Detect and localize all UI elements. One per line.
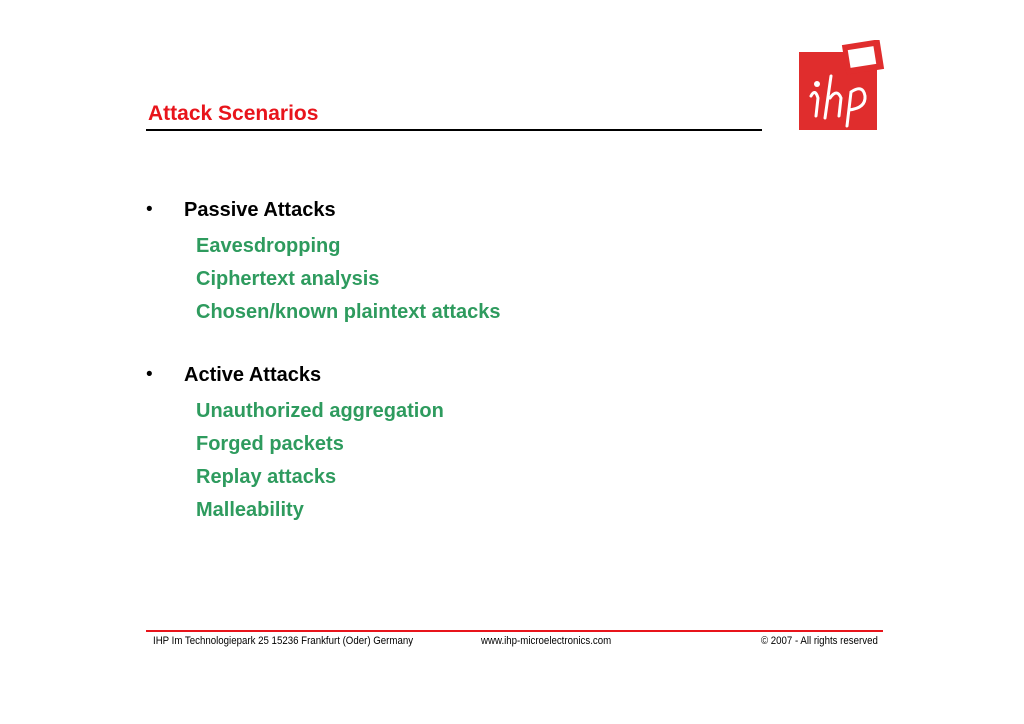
sub-item: Forged packets bbox=[196, 433, 344, 455]
section-passive-attacks bbox=[146, 197, 501, 329]
ihp-logo bbox=[797, 40, 885, 132]
bullet-row bbox=[146, 362, 501, 395]
section-heading: Active Attacks bbox=[184, 364, 322, 386]
section-active-attacks bbox=[146, 362, 501, 527]
footer-copyright: © 2007 - All rights reserved bbox=[761, 635, 878, 647]
footer-url[interactable]: www.ihp-microelectronics.com bbox=[481, 635, 612, 647]
bullet-icon: • bbox=[146, 199, 153, 220]
title-underline bbox=[146, 129, 762, 131]
sub-item: Ciphertext analysis bbox=[196, 268, 380, 290]
bullet-row bbox=[146, 197, 501, 230]
sub-item: Eavesdropping bbox=[196, 235, 341, 257]
footer-divider bbox=[146, 630, 883, 632]
section-heading: Passive Attacks bbox=[184, 199, 336, 221]
sub-item: Unauthorized aggregation bbox=[196, 400, 444, 422]
sub-item: Chosen/known plaintext attacks bbox=[196, 301, 501, 323]
footer-address: IHP Im Technologiepark 25 15236 Frankfurt (Oder) Germany bbox=[153, 635, 414, 647]
bullet-icon: • bbox=[146, 364, 153, 385]
bullet-list bbox=[146, 197, 501, 527]
slide-title: Attack Scenarios bbox=[148, 102, 319, 125]
sub-item: Malleability bbox=[196, 499, 304, 521]
sub-item: Replay attacks bbox=[196, 466, 337, 488]
